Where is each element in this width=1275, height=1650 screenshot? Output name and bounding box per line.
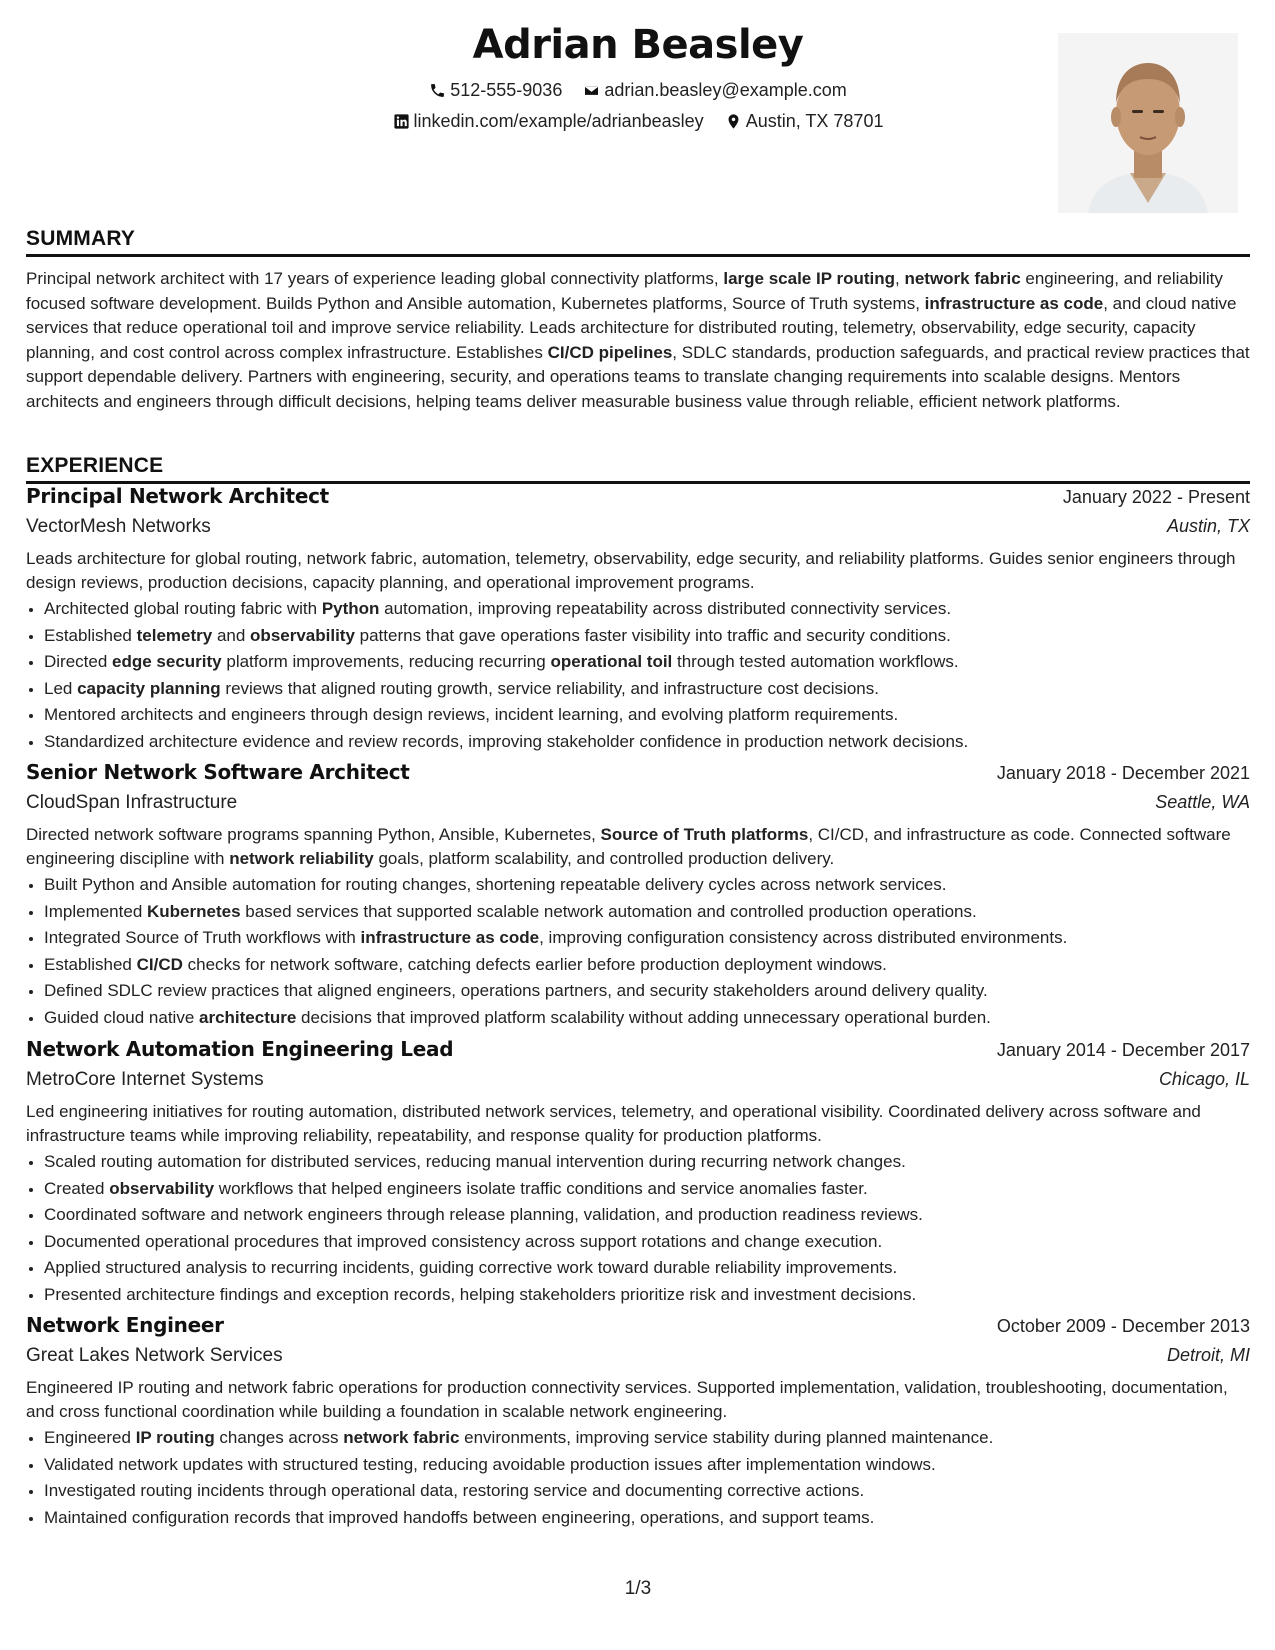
job-description: Leads architecture for global routing, network fabric, automation, telemetry, observability, edge security, and reliability platforms. Guides senior engineers through design reviews, production decisions, capacity planning, and operational improvement programs. — [26, 549, 1236, 592]
job-entry-2 — [26, 760, 1250, 1031]
job-bullet: • Investigated routing incidents through operational data, restoring service and documenting corrective actions. — [44, 1478, 1250, 1505]
job-bullet-list — [26, 1425, 1250, 1531]
page-number: 1/3 — [624, 1578, 652, 1599]
job-bullet: • Applied structured analysis to recurring incidents, guiding corrective work toward durable reliability improvements. — [44, 1255, 1250, 1282]
company-name: MetroCore Internet Systems — [26, 1069, 264, 1090]
job-title: Network Engineer — [26, 1313, 224, 1337]
job-bullet: • Created observability workflows that helped engineers isolate traffic conditions and service anomalies faster. — [44, 1176, 1250, 1203]
job-header — [26, 760, 1250, 784]
job-bullet: • Built Python and Ansible automation for routing changes, shortening repeatable delivery cycles across network services. — [44, 872, 1250, 899]
job-description: Engineered IP routing and network fabric operations for production connectivity services. Supported implementation, validation, troubleshooting, documentation, and cross functional coordination while building a foundation in scalable network engineering. — [26, 1378, 1228, 1421]
email-item[interactable] — [583, 80, 846, 101]
job-bullet: • Standardized architecture evidence and review records, improving stakeholder confidence in production network decisions. — [44, 729, 1250, 756]
resume-page — [26, 0, 1250, 1650]
summary-heading: SUMMARY — [26, 227, 1250, 257]
job-subheader — [26, 792, 1250, 814]
job-dates: October 2009 - December 2013 — [996, 1316, 1250, 1336]
job-bullet: • Established telemetry and observability patterns that gave operations faster visibility into traffic and security conditions. — [44, 623, 1250, 650]
job-bullet: • Established CI/CD checks for network software, catching defects earlier before production deployment windows. — [44, 952, 1250, 979]
job-entry-3 — [26, 1037, 1250, 1308]
job-location: Chicago, IL — [1158, 1069, 1250, 1089]
email-text[interactable]: adrian.beasley@example.com — [604, 80, 847, 100]
job-bullet-list — [26, 596, 1250, 755]
resume-header — [26, 0, 1250, 215]
job-bullet: • Implemented Kubernetes based services that supported scalable network automation and controlled production operations. — [44, 899, 1250, 926]
job-bullet: • Guided cloud native architecture decisions that improved platform scalability without adding unnecessary operational burden. — [44, 1005, 1250, 1032]
company-name: Great Lakes Network Services — [26, 1345, 283, 1366]
phone-text: 512-555-9036 — [450, 80, 563, 100]
job-bullet: • Engineered IP routing changes across network fabric environments, improving service stability during planned maintenance. — [44, 1425, 1250, 1452]
job-title: Senior Network Software Architect — [26, 760, 410, 784]
job-bullet-list — [26, 1149, 1250, 1308]
company-name: VectorMesh Networks — [26, 516, 211, 537]
job-bullet: • Coordinated software and network engineers through release planning, validation, and production readiness reviews. — [44, 1202, 1250, 1229]
job-bullet-list — [26, 872, 1250, 1031]
job-bullet: • Mentored architects and engineers through design reviews, incident learning, and evolving platform requirements. — [44, 702, 1250, 729]
job-header — [26, 1313, 1250, 1337]
linkedin-item[interactable] — [393, 111, 704, 132]
job-subheader — [26, 516, 1250, 538]
job-bullet: • Scaled routing automation for distributed services, reducing manual intervention during recurring network changes. — [44, 1149, 1250, 1176]
job-title: Network Automation Engineering Lead — [26, 1037, 454, 1061]
candidate-name: Adrian Beasley — [472, 22, 804, 68]
phone-item — [429, 80, 562, 101]
job-bullet: • Directed edge security platform improvements, reducing recurring operational toil through tested automation workflows. — [44, 649, 1250, 676]
job-header — [26, 1037, 1250, 1061]
job-location: Seattle, WA — [1155, 792, 1250, 812]
job-bullet: • Defined SDLC review practices that aligned engineers, operations partners, and security stakeholders around delivery quality. — [44, 978, 1250, 1005]
job-dates: January 2014 - December 2017 — [996, 1040, 1250, 1060]
job-bullet: • Validated network updates with structured testing, reducing avoidable production issues after implementation windows. — [44, 1452, 1250, 1479]
location-item — [725, 111, 884, 132]
experience-heading: EXPERIENCE — [26, 454, 1250, 484]
job-location: Austin, TX — [1166, 516, 1250, 536]
job-bullet: • Presented architecture findings and exception records, helping stakeholders prioritize risk and investment decisions. — [44, 1282, 1250, 1309]
job-dates: January 2018 - December 2021 — [996, 763, 1250, 783]
job-entry-4 — [26, 1313, 1250, 1531]
company-name: CloudSpan Infrastructure — [26, 792, 238, 813]
job-description: Led engineering initiatives for routing automation, distributed network services, telemetry, and operational visibility. Coordinated delivery across software and infrastructure teams while improving reliability, repeatability, and response quality for production platforms. — [26, 1102, 1201, 1145]
job-entry-1 — [26, 484, 1250, 755]
map-pin-icon — [725, 113, 742, 130]
job-bullet: • Led capacity planning reviews that aligned routing growth, service reliability, and infrastructure cost decisions. — [44, 676, 1250, 703]
linkedin-text[interactable]: linkedin.com/example/adrianbeasley — [413, 111, 704, 131]
envelope-icon — [583, 82, 600, 99]
phone-icon — [429, 82, 446, 99]
job-bullet: • Documented operational procedures that improved consistency across support rotations and change execution. — [44, 1229, 1250, 1256]
linkedin-icon — [393, 113, 410, 130]
job-header — [26, 484, 1250, 508]
job-title: Principal Network Architect — [26, 484, 329, 508]
profile-photo — [1058, 33, 1238, 213]
job-dates: January 2022 - Present — [1062, 487, 1250, 507]
job-bullet: • Architected global routing fabric with Python automation, improving repeatability across distributed connectivity services. — [44, 596, 1250, 623]
job-bullet: • Integrated Source of Truth workflows with infrastructure as code, improving configuration consistency across distributed environments. — [44, 925, 1250, 952]
job-description: Directed network software programs spanning Python, Ansible, Kubernetes, Source of Truth platforms, CI/CD, and infrastructure as code. Connected software engineering discipline with network reliability goals, platform scalability, and controlled production delivery. — [26, 825, 1231, 868]
job-subheader — [26, 1069, 1250, 1091]
job-subheader — [26, 1345, 1250, 1367]
summary-text: Principal network architect with 17 years of experience leading global connectivity platforms, large scale IP routing, network fabric engineering, and reliability focused software development. Builds Python and Ansible automation, Kubernetes platforms, Source of Truth systems, infrastructure as code, and cloud native services that reduce operational toil and improve service reliability. Leads architecture for distributed routing, telemetry, observability, edge security, capacity planning, and cost control across complex infrastructure. Establishes CI/CD pipelines, SDLC standards, production safeguards, and practical review practices that support dependable delivery. Partners with engineering, security, and operations teams to translate changing requirements into scalable designs. Mentors architects and engineers through difficult decisions, helping teams deliver measurable business value through reliable, efficient network platforms. — [26, 269, 1250, 411]
job-location: Detroit, MI — [1166, 1345, 1250, 1365]
job-bullet: • Maintained configuration records that improved handoffs between engineering, operations, and support teams. — [44, 1505, 1250, 1532]
location-text: Austin, TX 78701 — [745, 111, 884, 131]
